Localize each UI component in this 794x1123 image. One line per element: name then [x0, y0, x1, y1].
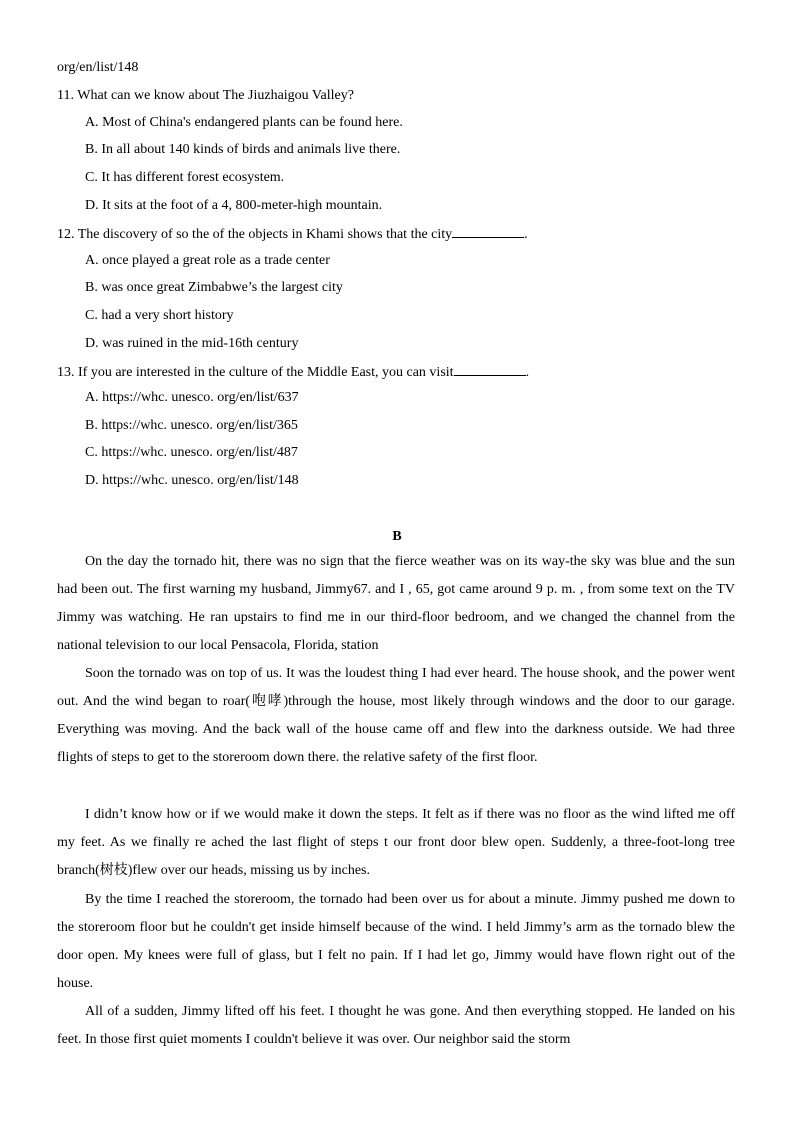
continuation-url: org/en/list/148 [57, 60, 139, 75]
passage-paragraph-3: I didn’t know how or if we would make it down the steps. It felt as if there was no floor as the wind lifted me off my feet. As we finally re ached the last flight of steps t our front door blew open. Suddenly, a three-foot-long tree branch(树枝)flew over our heads, missing us by inches. [57, 807, 735, 878]
question-13-option-a: A. https://whc. unesco. org/en/list/637 [85, 390, 299, 405]
question-13-stem-end: . [525, 365, 530, 380]
question-13-stem-line [57, 362, 529, 382]
question-12-option-c: C. had a very short history [85, 308, 234, 323]
question-13-option-c: C. https://whc. unesco. org/en/list/487 [85, 445, 298, 460]
question-11-option-a: A. Most of China's endangered plants can be found here. [85, 115, 403, 130]
section-title: B [392, 529, 402, 544]
question-12-option-b: B. was once great Zimbabwe’s the largest city [85, 280, 343, 295]
question-12-stem-end: . [524, 227, 528, 242]
question-13-stem: 13. If you are interested in the culture of the Middle East, you can visit [57, 365, 454, 380]
passage-paragraph-1: On the day the tornado hit, there was no sign that the fierce weather was on its way-the sky was blue and the sun had been out. The first warning my husband, Jimmy67. and I , 65, got came around 9 p. m. , from some text on the TV Jimmy was watching. He ran upstairs to find me in our third-floor bedroom, and we changed the channel from the national television to our local Pensacola, Florida, station [57, 554, 735, 653]
question-11-option-b: B. In all about 140 kinds of birds and animals live there. [85, 142, 401, 157]
passage-paragraph-4: By the time I reached the storeroom, the tornado had been over us for about a minute. Jimmy pushed me down to the storeroom floor but he couldn't get inside himself because of the wind. I held Jimmy’s arm as the tornado blew the door open. My knees were full of glass, but I felt no pain. If I had let go, Jimmy would have flown right out of the house. [57, 892, 735, 991]
question-11-option-d: D. It sits at the foot of a 4, 800-meter-high mountain. [85, 198, 383, 213]
question-12-option-d: D. was ruined in the mid-16th century [85, 336, 299, 351]
question-11-stem: 11. What can we know about The Jiuzhaigou Valley? [57, 88, 354, 103]
question-12-stem: 12. The discovery of so the of the objects in Khami shows that the city [57, 227, 453, 242]
passage-paragraph-2: Soon the tornado was on top of us. It was the loudest thing I had ever heard. The house shook, and the power went out. And the wind began to roar(咆哮)through the house, most likely through windows and the door to our garage. Everything was moving. And the back wall of the house came off and flew into the darkness outside. We had three flights of steps to get to the storeroom down there. the relative safety of the first floor. [57, 666, 735, 765]
question-12-option-a: A. once played a great role as a trade center [85, 253, 330, 268]
question-12-stem-line [57, 224, 528, 244]
answer-blank [454, 362, 526, 376]
passage-paragraph-5: All of a sudden, Jimmy lifted off his feet. I thought he was gone. And then everything stopped. He landed on his feet. In those first quiet moments I couldn't believe it was over. Our neighbor said the storm [57, 1004, 735, 1047]
question-13-option-d: D. https://whc. unesco. org/en/list/148 [85, 473, 299, 488]
answer-blank [452, 224, 524, 238]
question-13-option-b: B. https://whc. unesco. org/en/list/365 [85, 418, 298, 433]
question-11-option-c: C. It has different forest ecosystem. [85, 170, 285, 185]
